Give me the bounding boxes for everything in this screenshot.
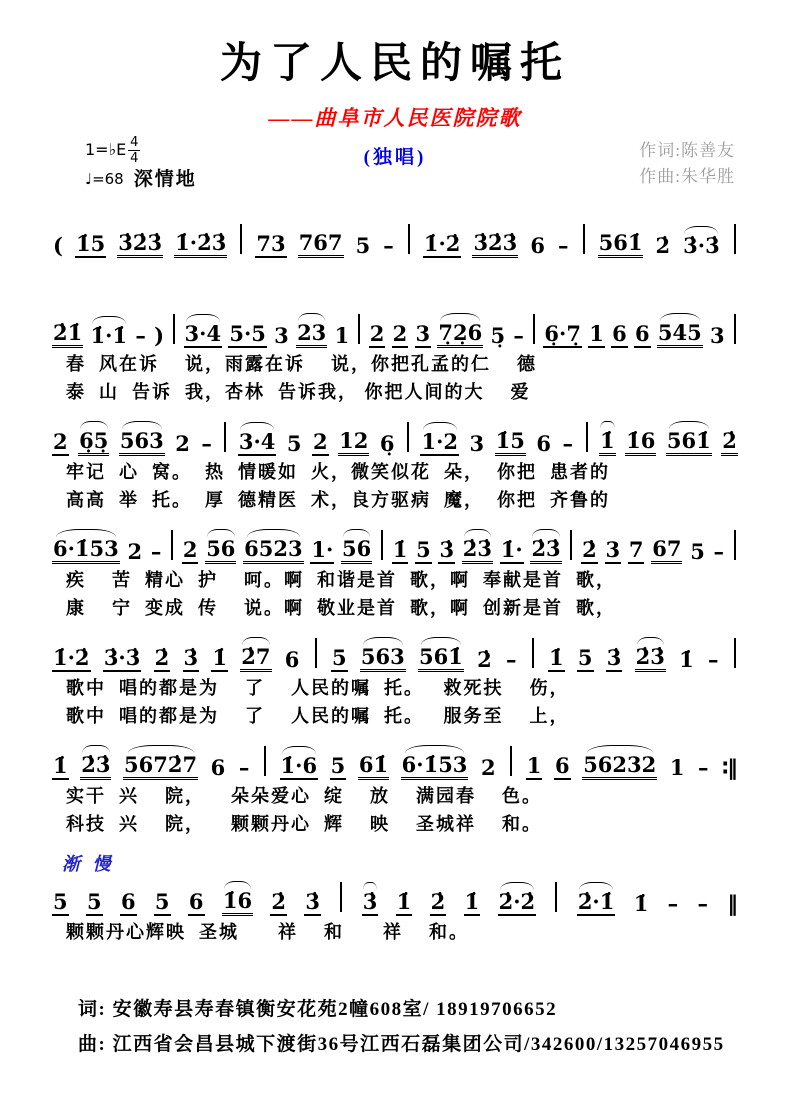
note-token: 5 — [286, 430, 302, 456]
note-token: 56232 — [582, 753, 657, 780]
note-token: 1̇ — [52, 754, 69, 780]
note-token: 2̇ — [721, 429, 738, 456]
note-token: 1̇5 — [75, 232, 106, 258]
note-token: – — [697, 890, 709, 916]
bar-line — [570, 530, 572, 560]
note-token: 1̇ — [599, 429, 616, 456]
bar-line — [734, 638, 736, 668]
score-line — [52, 634, 738, 727]
note-token: ( — [53, 232, 63, 258]
score-line — [52, 526, 738, 619]
note-token: 56 — [341, 537, 372, 564]
note-token: 5 — [355, 232, 371, 258]
composer-address: 曲: 江西省会昌县城下渡街36号江西石磊集团公司/342600/13257046955 — [78, 1033, 725, 1055]
note-token: 2̇ — [270, 890, 287, 916]
note-token: 561̇ — [418, 645, 464, 672]
notes-row — [52, 742, 738, 780]
note-token: 1̇6 — [222, 889, 253, 916]
note-token: 1̇·2̇3̇ — [174, 231, 227, 258]
note-token: 3 — [469, 430, 485, 456]
lyrics-line: 春 风在诉 说，雨露在诉 说，你把孔孟的仁 德 — [66, 354, 537, 374]
note-token: 1·2 — [420, 430, 459, 456]
tempo-marking: ♩=68 — [85, 170, 124, 189]
note-token: 56 — [205, 537, 236, 564]
notes-row — [52, 310, 738, 348]
note-token: 2̇ — [655, 232, 671, 258]
note-token: 6 — [554, 754, 571, 780]
note-token: 1̇ — [396, 890, 413, 916]
note-token: – — [708, 646, 719, 672]
note-token: 2̇·2̇ — [498, 890, 537, 916]
bar-line — [264, 746, 266, 776]
note-token: – — [513, 322, 524, 348]
bar-line — [171, 530, 173, 560]
note-token: 6 — [284, 646, 300, 672]
note-token: 1 — [588, 322, 605, 348]
notes-row — [52, 220, 738, 258]
note-token: 7̣2̣6 — [437, 321, 483, 348]
bar-line — [240, 224, 242, 254]
note-token: 1· — [310, 538, 334, 564]
note-token: 1̇· — [500, 538, 524, 564]
note-token: 5 — [577, 646, 594, 672]
note-token: 3̇·3̇ — [683, 232, 720, 258]
note-token: 1̇6 — [625, 429, 656, 456]
note-token: 1̇·2̇ — [423, 232, 462, 258]
note-token: – — [562, 430, 574, 456]
bar-line — [533, 314, 535, 344]
note-token: 6·1̇53 — [52, 537, 120, 564]
note-token: 3 — [415, 322, 432, 348]
song-subtitle: ——曲阜市人民医院院歌 — [268, 106, 522, 130]
note-token: ) — [154, 322, 165, 348]
bar-line — [315, 638, 317, 668]
bar-line — [407, 422, 409, 452]
note-token: 23 — [296, 321, 327, 348]
note-token: 6 — [188, 890, 205, 916]
note-token: 6̣5̣ — [78, 429, 109, 456]
note-token: 2̇3̇ — [530, 537, 561, 564]
note-token: 6 — [634, 322, 651, 348]
lyrics-line: 牢记 心 窝。 热 情暖如 火，微笑似花 朵， 你把 患者的 — [66, 462, 610, 482]
note-token: 6 — [210, 754, 226, 780]
lyrics-line: 康 宁 变成 传 说。啊 敬业是首 歌，啊 创新是首 歌， — [66, 597, 616, 618]
note-token: 1 — [526, 754, 543, 780]
note-token: 6523 — [243, 537, 303, 564]
note-token: 5 — [154, 890, 171, 916]
note-token: 2̇1̇ — [52, 321, 83, 348]
bar-line — [408, 224, 410, 254]
note-token: 3·4 — [184, 322, 223, 348]
bar-line — [532, 638, 534, 668]
bar-line — [224, 422, 226, 452]
note-token: 6 — [120, 890, 137, 916]
note-token: 3̇ — [183, 646, 200, 672]
note-token: 3̇2̇3̇ — [117, 231, 163, 258]
repeat-barline: ∶‖ — [722, 755, 737, 780]
lyricist-address: 词: 安徽寿县寿春镇衡安花苑2幢608室/ 18919706652 — [78, 998, 558, 1020]
note-token: 1̇ — [211, 646, 228, 672]
note-token: 12 — [338, 429, 369, 456]
note-token: 3̇ — [304, 890, 321, 916]
note-token: 2 — [52, 430, 69, 456]
note-token: – — [201, 430, 212, 456]
note-token: 6 — [611, 322, 628, 348]
note-token: 2 — [182, 538, 199, 564]
score-line — [52, 220, 738, 258]
note-token: – — [135, 322, 146, 348]
note-token: 2 — [481, 754, 496, 780]
lyrics-line: 高高 举 托。 厚 德精医 术，良方驱病 魔， 你把 齐鲁的 — [66, 489, 610, 510]
note-token: 2̇ — [581, 538, 598, 564]
notes-row — [52, 526, 738, 564]
note-token: – — [667, 890, 679, 916]
note-token: 563 — [119, 429, 165, 456]
note-token: 7 — [628, 538, 645, 564]
lyrics-line: 实干 兴 院， 朵朵爱心 绽 放 满园春 色。 — [66, 786, 542, 806]
note-token: 1̇ — [392, 538, 409, 564]
notes-row — [52, 634, 738, 672]
bar-line — [734, 530, 736, 560]
note-token: 561̇ — [666, 429, 712, 456]
note-token: 3 — [710, 322, 725, 348]
note-token: 5 — [415, 538, 432, 564]
note-token: 2̇3̇ — [80, 753, 111, 780]
lyricist-credit: 作词:陈善友 — [639, 141, 735, 160]
note-token: 2 — [127, 538, 143, 564]
note-token: – — [698, 754, 709, 780]
score-line — [52, 310, 738, 403]
note-token: 545 — [657, 321, 703, 348]
score-line — [52, 742, 738, 835]
note-token: 3̇·3̇ — [103, 646, 142, 672]
note-token: 2̇ — [154, 646, 171, 672]
bar-line — [586, 422, 588, 452]
note-token: 1̇ — [633, 890, 649, 916]
note-token: 1̇·6 — [280, 754, 319, 780]
note-token: 2 — [369, 322, 386, 348]
tempo-change-label: 渐 慢 — [62, 854, 115, 874]
note-token: 2 — [312, 430, 329, 456]
note-token: 2 — [392, 322, 409, 348]
note-token: 3̇ — [362, 890, 379, 916]
note-token: 1 — [334, 322, 350, 348]
bar-line — [510, 746, 512, 776]
bar-line — [583, 224, 585, 254]
note-token: 3 — [605, 538, 622, 564]
time-signature-bottom: 4 — [130, 151, 139, 166]
note-token: – — [713, 538, 725, 564]
note-token: 2 — [175, 430, 190, 456]
note-token: – — [558, 232, 569, 258]
expression-marking: 深情地 — [133, 169, 197, 190]
note-token: – — [150, 538, 162, 564]
note-token: 5 — [330, 754, 347, 780]
note-token: 1̇·1̇ — [90, 322, 128, 348]
lyrics-line: 歌中 唱的都是为 了 人民的嘱 托。 服务至 上， — [66, 705, 570, 726]
note-token: 73 — [255, 232, 286, 258]
note-token: 5 — [52, 890, 69, 916]
lyrics-line: 疾 苦 精心 护 呵。啊 和谐是首 歌，啊 奉献是首 歌， — [66, 570, 616, 590]
note-token: 2̇7 — [240, 645, 271, 672]
meta-band — [0, 136, 790, 206]
score-line — [52, 850, 738, 944]
note-token: – — [238, 754, 250, 780]
notes-row — [52, 418, 738, 456]
note-token: 6·1̇53 — [401, 753, 469, 780]
note-token: 5·5 — [228, 322, 267, 348]
note-token: 3̇2̇3̇ — [472, 231, 518, 258]
note-token: 6̣ — [379, 430, 395, 456]
bar-line — [340, 882, 342, 912]
song-title: 为了人民的嘱托 — [219, 38, 570, 87]
note-token: 3 — [274, 322, 289, 348]
note-token: 2̇ — [477, 646, 492, 672]
note-token: 1̇ — [548, 646, 565, 672]
note-token: 5 — [86, 890, 103, 916]
score-line — [52, 418, 738, 511]
key-signature: 1=♭E — [85, 140, 127, 160]
bar-line — [358, 314, 360, 344]
note-token: 5 — [690, 538, 705, 564]
bar-line — [381, 530, 383, 560]
note-token: 5 — [331, 646, 348, 672]
note-token: 1̇·2̇ — [52, 646, 91, 672]
note-token: 3̇ — [606, 646, 623, 672]
note-token: 561̇ — [598, 231, 644, 258]
note-token: 5672̇7 — [123, 753, 198, 780]
note-token: – — [505, 646, 517, 672]
note-token: 67 — [651, 537, 682, 564]
bar-line — [734, 314, 736, 344]
note-token: – — [383, 232, 394, 258]
score — [0, 206, 790, 944]
time-signature-top: 4 — [130, 135, 139, 150]
footer-contact — [0, 992, 790, 1062]
final-barline: ‖ — [727, 891, 737, 916]
note-token: 1̇ — [464, 890, 481, 916]
bar-line — [555, 882, 557, 912]
note-token: 6̣·7̣ — [543, 322, 582, 348]
note-token: 3̇ — [438, 538, 455, 564]
lyrics-line: 歌中 唱的都是为 了 人民的嘱 托。 救死扶 伤， — [66, 678, 570, 698]
composer-credit: 作曲:朱华胜 — [639, 166, 735, 186]
note-token: 2̇3̇ — [635, 645, 666, 672]
note-token: 2̇3̇ — [462, 537, 493, 564]
note-token: 6 — [536, 430, 552, 456]
bar-line — [173, 314, 175, 344]
note-token: 2̇ — [430, 890, 447, 916]
note-token: 563 — [360, 645, 406, 672]
note-token: 1̇ — [679, 646, 694, 672]
voice-label: (独唱) — [363, 147, 427, 168]
lyrics-line: 颗颗丹心辉映 圣城 祥 和 祥 和。 — [66, 922, 469, 942]
note-token: 1 — [669, 754, 685, 780]
note-token: 1̇5 — [495, 429, 526, 456]
note-token: 61̇ — [358, 753, 389, 780]
credits-block — [639, 138, 735, 189]
note-token: 767 — [298, 231, 344, 258]
note-token: 3·4 — [238, 430, 277, 456]
notes-row — [52, 878, 738, 916]
note-token: 5̣ — [490, 322, 506, 348]
bar-line — [734, 224, 736, 254]
note-token: 2̇·1̇ — [577, 890, 616, 916]
lyrics-line: 泰 山 告诉 我，杏林 告诉我， 你把人间的大 爱 — [66, 381, 531, 402]
note-token: 6 — [530, 232, 545, 258]
lyrics-line: 科技 兴 院， 颗颗丹心 辉 映 圣城祥 和。 — [66, 813, 542, 834]
